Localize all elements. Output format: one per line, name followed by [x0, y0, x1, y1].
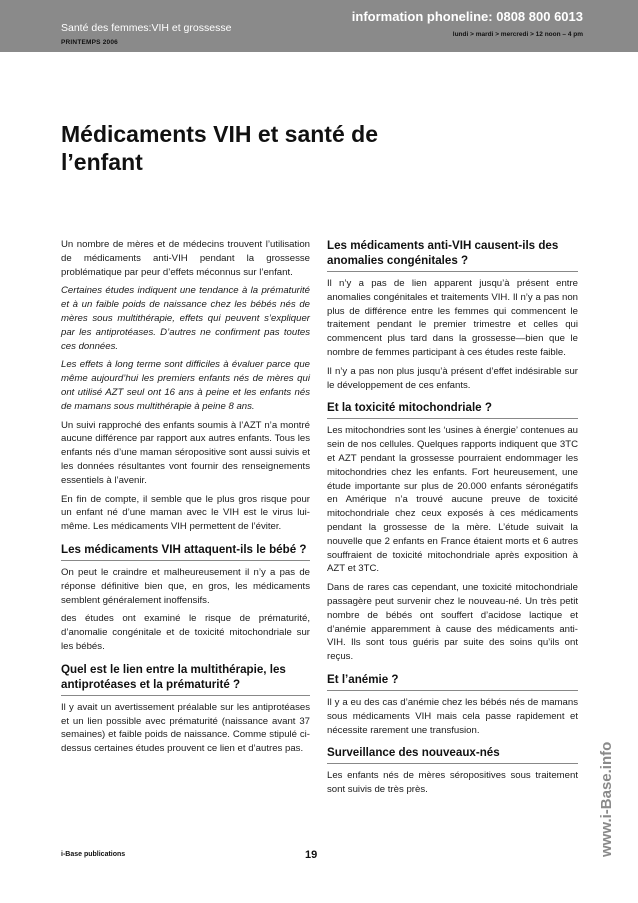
- paragraph: Il y a eu des cas d’anémie chez les bébés nés de mamans sous médicaments VIH mais cela passe rapidement et nécessite rarement une transfusion.: [327, 696, 578, 736]
- section-heading: Et la toxicité mitochondriale ?: [327, 400, 578, 419]
- paragraph: Un nombre de mères et de médecins trouvent l’utilisation de médicaments anti-VIH pendant la grossesse problématique par peur d’effets méconnus sur l’enfant.: [61, 239, 310, 278]
- paragraph: des études ont examiné le risque de prématurité, d’anomalie congénitale et de toxicité mitochondriale sur les bébés.: [61, 613, 310, 652]
- section-heading: Quel est le lien entre la multithérapie, les antiprotéases et la prématurité ?: [61, 662, 310, 696]
- section-heading: Surveillance des nouveaux-nés: [327, 745, 578, 764]
- paragraph: Un suivi rapproché des enfants soumis à l’AZT n’a montré aucune différence par rapport aux autres enfants. Tous les enfants nés d’une maman séropositive sont aussi suivis et les données résultantes vont fournir des renseignements essentiels à l’avenir.: [61, 419, 310, 486]
- paragraph: On peut le craindre et malheureusement il n’y a pas de réponse définitive bien que, en gros, les médicaments semblent généralement inoffensifs.: [61, 566, 310, 606]
- paragraph: Il y avait un avertissement préalable sur les antiprotéases et un lien possible avec prématurité (naissance avant 37 semaines) et faible poids de naissance. Comme stipulé ci-dessus certaines études prouvent ce lien et d’autres pas.: [61, 701, 310, 755]
- section-heading: Les médicaments anti-VIH causent-ils des anomalies congénitales ?: [327, 238, 578, 272]
- page-title: Médicaments VIH et santé de l’enfant: [61, 121, 378, 175]
- phoneline-hours: lundi > mardi > mercredi > 12 noon – 4 pm: [452, 31, 583, 38]
- paragraph: En fin de compte, il semble que le plus gros risque pour un enfant né d’une maman avec le VIH est le virus lui-même. Les médicaments VIH permettent de l’éviter.: [61, 493, 310, 533]
- paragraph: Certaines études indiquent une tendance à la prématurité et à un faible poids de naissance chez les bébés nés de mères sous multithérapie, effets qui peuvent s’expliquer par les antiprotéases. D’autres ne confirment pas toutes ces données.: [61, 285, 310, 352]
- section-heading: Et l’anémie ?: [327, 672, 578, 691]
- phoneline: information phoneline: 0808 800 6013: [351, 9, 583, 24]
- paragraph: Dans de rares cas cependant, une toxicité mitochondriale passagère peut survenir chez le nouveau-né. Un très petit nombre de bébés ont souffert d’acidose lactique et d’anémie apparemment à cause des médicaments anti-VIH. Ils sont tous guéris par suite des soins qu’ils ont reçus.: [327, 582, 578, 663]
- paragraph: Il n’y a pas non plus jusqu’à présent d’effet indésirable sur le développement de ces enfants.: [327, 365, 578, 391]
- issue-season: PRINTEMPS 2006: [61, 39, 118, 46]
- paragraph: Les effets à long terme sont difficiles à évaluer parce que même aujourd’hui les premiers enfants nés de mères qui ont utilisé AZT seul ont 16 ans à peine et les enfants nés de mamans sous multithérapie à peine 8 ans.: [61, 359, 310, 412]
- paragraph: Il n’y a pas de lien apparent jusqu’à présent entre anomalies congénitales et traitements VIH. Il n’y a pas non plus de différence entre les femmes qui commencent le traitement pendant le premier trimestre et celles qui commencent plus tard dans la grossesse—bien que le nombre de femmes participant à ces études reste faible.: [327, 278, 578, 358]
- left-column: [61, 238, 310, 761]
- header-bar: [0, 0, 638, 52]
- website-url[interactable]: www.i-Base.info: [598, 741, 615, 857]
- section-heading: Les médicaments VIH attaquent-ils le bébé ?: [61, 542, 310, 561]
- paragraph: Les enfants nés de mères séropositives sous traitement sont suivis de très près.: [327, 770, 578, 796]
- right-column: [327, 238, 578, 802]
- paragraph: Les mitochondries sont les ‘usines à énergie’ contenues au sein de nos cellules. Quelques rapports indiquent que 3TC et AZT pendant la grossesse pourraient endommager les mitochondries chez les enfants. Fort heureusement, une étude importante sur plus de 20.000 enfants séronégatifs en Amérique n’a trouvé aucune preuve de toxicité mitochondriale chez ceux exposés à ces médicaments pendant la grossesse de la mère. L’étude suivait la nouvelle que 2 enfants en France étaient morts et 6 autres souffraient de toxicité mitochondriale après exposition à AZT et 3TC.: [327, 425, 578, 575]
- footer-publisher: i-Base publications: [61, 851, 126, 858]
- page-number: 19: [305, 849, 318, 861]
- series-title: Santé des femmes:VIH et grossesse: [61, 22, 232, 34]
